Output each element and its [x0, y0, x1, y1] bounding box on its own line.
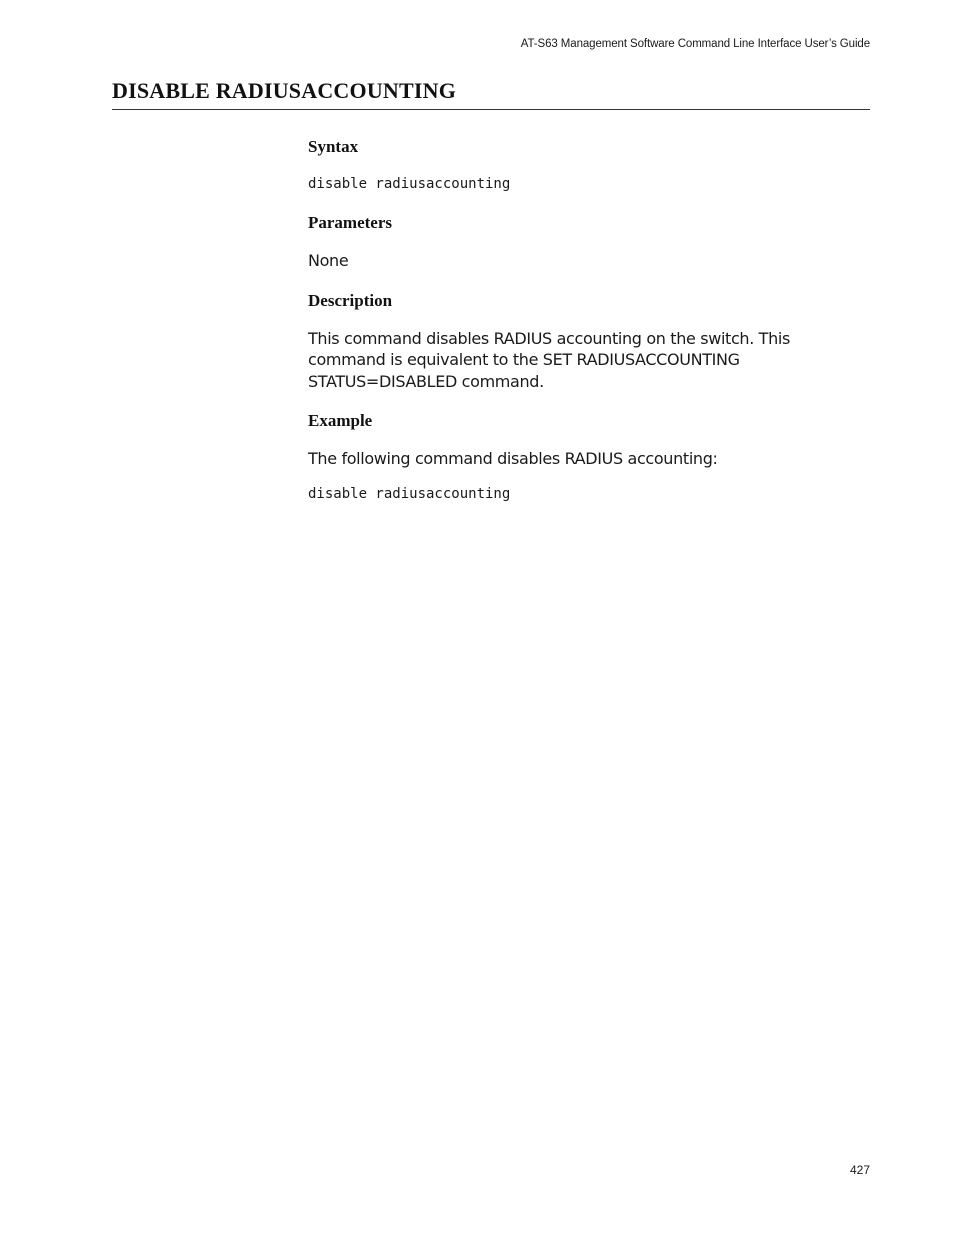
description-section	[308, 288, 808, 409]
syntax-section	[308, 134, 808, 210]
parameters-text: None	[308, 251, 349, 270]
command-content	[308, 134, 808, 504]
example-text: The following command disables RADIUS accounting:	[308, 449, 718, 468]
syntax-code: disable radiusaccounting	[308, 176, 511, 192]
page-title: DISABLE RADIUSACCOUNTING	[112, 78, 457, 103]
description-line: command is equivalent to the SET RADIUSACCOUNTING	[308, 350, 740, 369]
syntax-heading: Syntax	[308, 137, 359, 156]
description-line: STATUS=DISABLED command.	[308, 371, 544, 391]
parameters-heading: Parameters	[308, 213, 393, 232]
example-section	[308, 408, 808, 504]
title-rule	[112, 109, 870, 110]
description-line: This command disables RADIUS accounting on the switch. This	[308, 328, 790, 348]
example-code: disable radiusaccounting	[308, 485, 511, 502]
page-number: 427	[849, 1163, 870, 1177]
parameters-section	[308, 210, 808, 288]
running-header: AT-S63 Management Software Command Line Interface User’s Guide	[520, 38, 870, 50]
description-heading: Description	[308, 290, 393, 310]
example-heading: Example	[308, 411, 373, 430]
